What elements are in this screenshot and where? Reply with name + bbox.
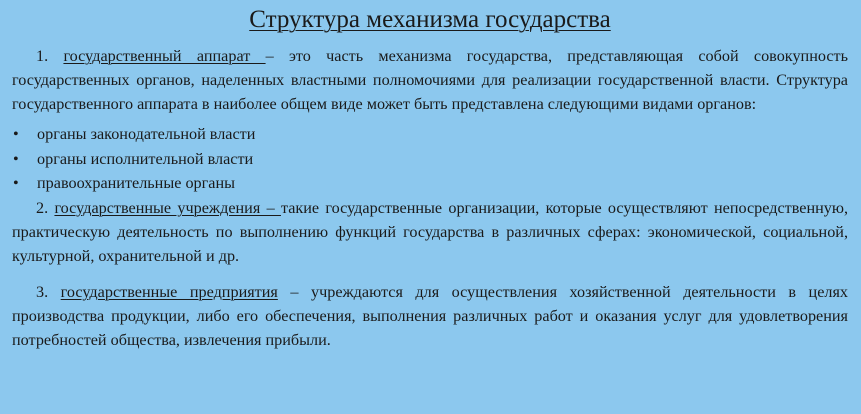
term-state-apparatus: государственный аппарат — [63, 47, 266, 65]
paragraph-number: 2. — [36, 198, 55, 217]
slide-title-text: Структура механизма государства — [249, 6, 611, 33]
list-item-text: органы исполнительной власти — [37, 149, 254, 168]
paragraph-text: – учреждаются для осуществления хозяйственной деятельности в целях производства продукции, либо его обеспечения, выполнения различных работ и оказания услуг для удовлетворения потребностей общества, извлечения прибыли. — [12, 282, 848, 349]
paragraph-state-institutions — [12, 196, 848, 268]
paragraph-number: 1. — [36, 47, 64, 65]
list-item — [12, 147, 848, 172]
paragraph-text: – это часть механизма государства, представляющая собой совокупность государственных органов, наделенных властными полномочиями для реализации государственной власти. Структура государственного аппарата в наиболее общем виде может быть представлена следующими видами органов: — [12, 47, 848, 113]
list-item — [12, 171, 848, 196]
paragraph-text: такие государственные организации, которые осуществляют непосредственную, практическую деятельность по выполнению функций государства в различных сферах: экономической, социальной, культурной, охранительной и др. — [12, 198, 849, 265]
bullet-icon: • — [13, 125, 19, 143]
bullet-icon: • — [13, 174, 19, 192]
organ-types-list — [12, 122, 848, 196]
list-item-text: органы законодательной власти — [37, 125, 256, 143]
list-item-text: правоохранительные органы — [37, 174, 235, 192]
paragraph-state-apparatus — [12, 44, 848, 116]
term-state-enterprises: государственные предприятия — [60, 282, 278, 301]
list-item — [12, 122, 848, 147]
slide-title — [12, 0, 848, 35]
paragraph-number: 3. — [36, 282, 61, 301]
term-state-institutions: государственные учреждения – — [54, 198, 281, 217]
paragraph-state-enterprises — [12, 280, 848, 352]
bullet-icon: • — [13, 149, 19, 168]
